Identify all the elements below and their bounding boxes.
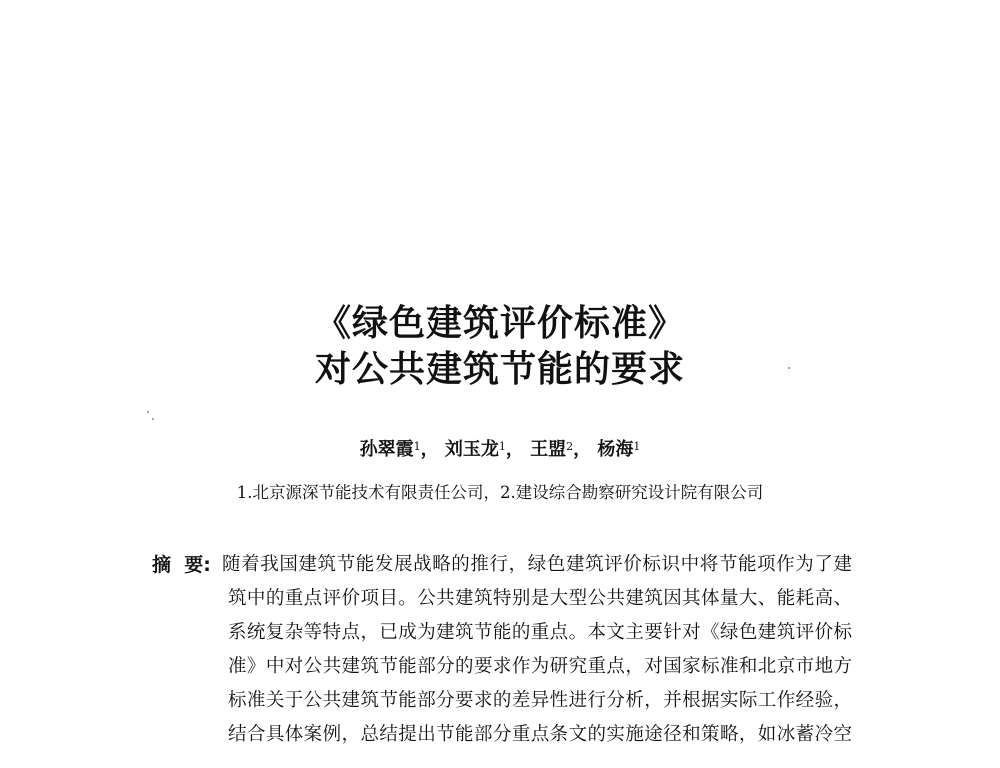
author-affiliation-mark: 1	[633, 440, 641, 453]
abstract-line: 筑中的重点评价项目。公共建筑特别是大型公共建筑因其体量大、能耗高、	[228, 588, 852, 609]
author-affiliation-mark: 1	[498, 440, 506, 453]
author-name: 孙翠霞	[359, 439, 414, 460]
scan-speck	[147, 411, 149, 413]
abstract-line: 随着我国建筑节能发展战略的推行，绿色建筑评价标识中将节能项作为了建	[222, 554, 852, 575]
author-affiliation-mark: 2	[566, 440, 574, 453]
author-separator: ，	[420, 439, 439, 460]
author-list	[0, 437, 1000, 463]
paper-title-line-1: 《绿色建筑评价标准》	[314, 303, 685, 344]
author-name: 刘玉龙	[444, 439, 499, 460]
abstract-body	[222, 548, 852, 752]
author-affiliation-mark: 1	[413, 440, 421, 453]
abstract-label: 摘 要:	[152, 554, 211, 576]
author-name: 王盟	[530, 439, 567, 460]
author-separator: ，	[505, 439, 524, 460]
author-name: 杨海	[597, 439, 634, 460]
author-separator: ，	[573, 439, 592, 460]
abstract-line: 结合具体案例，总结提出节能部分重点条文的实施途径和策略，如冰蓄冷空	[228, 724, 852, 745]
abstract-line: 标准关于公共建筑节能部分要求的差异性进行分析，并根据实际工作经验，	[228, 690, 852, 711]
abstract-line: 系统复杂等特点，已成为建筑节能的重点。本文主要针对《绿色建筑评价标	[228, 622, 852, 643]
paper-title-line-2: 对公共建筑节能的要求	[314, 349, 685, 390]
scan-speck	[152, 418, 154, 420]
abstract-line: 准》中对公共建筑节能部分的要求作为研究重点，对国家标准和北京市地方	[228, 656, 852, 677]
scan-speck	[788, 367, 790, 369]
author-affiliations: 1.北京源深节能技术有限责任公司，2.建设综合勘察研究设计院有限公司	[236, 483, 764, 502]
